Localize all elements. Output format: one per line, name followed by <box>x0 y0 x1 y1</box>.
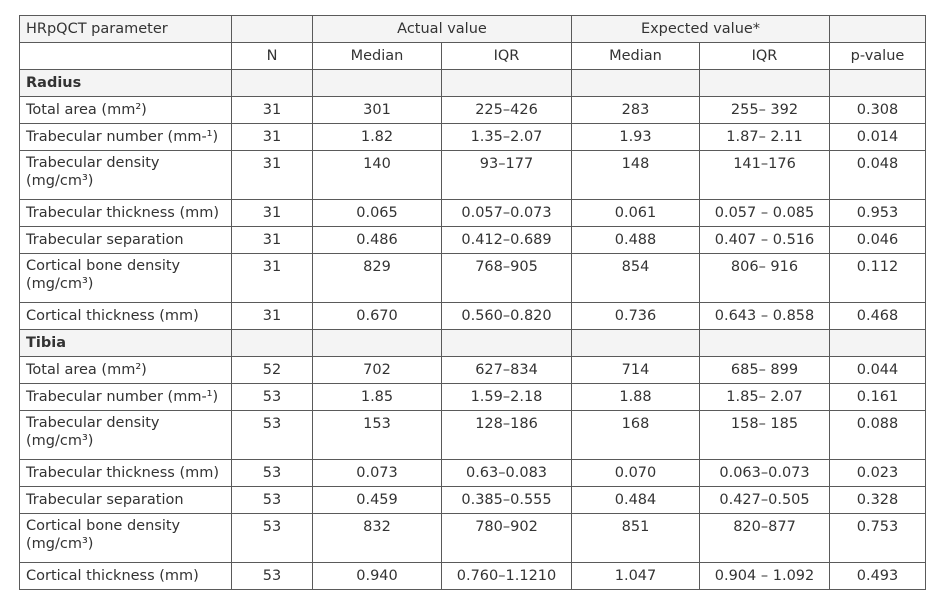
actual-iqr-cell: 93–177 <box>442 151 572 200</box>
n-cell: 52 <box>232 357 313 384</box>
expected-median-cell: 0.488 <box>572 227 700 254</box>
param-cell: Trabecular separation <box>20 227 232 254</box>
header-actual-median: Median <box>313 43 442 70</box>
expected-iqr-cell: 0.643 – 0.858 <box>700 303 830 330</box>
empty-cell <box>442 70 572 97</box>
header-empty <box>232 16 313 43</box>
empty-cell <box>830 70 926 97</box>
n-cell: 31 <box>232 200 313 227</box>
actual-iqr-cell: 0.63–0.083 <box>442 460 572 487</box>
expected-median-cell: 854 <box>572 254 700 303</box>
actual-median-cell: 1.85 <box>313 384 442 411</box>
header-empty <box>20 43 232 70</box>
expected-median-cell: 283 <box>572 97 700 124</box>
pvalue-cell: 0.014 <box>830 124 926 151</box>
param-cell: Total area (mm²) <box>20 97 232 124</box>
expected-median-cell: 1.047 <box>572 563 700 590</box>
empty-cell <box>442 330 572 357</box>
table-row <box>20 487 926 514</box>
actual-iqr-cell: 128–186 <box>442 411 572 460</box>
param-cell: Cortical thickness (mm) <box>20 563 232 590</box>
table-row <box>20 254 926 303</box>
header-row-1 <box>20 16 926 43</box>
actual-median-cell: 0.065 <box>313 200 442 227</box>
expected-iqr-cell: 0.427–0.505 <box>700 487 830 514</box>
empty-cell <box>700 70 830 97</box>
section-title: Tibia <box>20 330 232 357</box>
header-param: HRpQCT parameter <box>20 16 232 43</box>
n-cell: 53 <box>232 487 313 514</box>
table-row <box>20 303 926 330</box>
section-title: Radius <box>20 70 232 97</box>
actual-iqr-cell: 0.412–0.689 <box>442 227 572 254</box>
expected-iqr-cell: 0.904 – 1.092 <box>700 563 830 590</box>
pvalue-cell: 0.493 <box>830 563 926 590</box>
pvalue-cell: 0.953 <box>830 200 926 227</box>
header-actual: Actual value <box>313 16 572 43</box>
param-cell: Trabecular thickness (mm) <box>20 460 232 487</box>
pvalue-cell: 0.046 <box>830 227 926 254</box>
table-row <box>20 357 926 384</box>
table-row <box>20 514 926 563</box>
n-cell: 31 <box>232 124 313 151</box>
param-cell: Trabecular number (mm-¹) <box>20 124 232 151</box>
param-cell: Cortical bone density (mg/cm³) <box>20 514 232 563</box>
header-expected-median: Median <box>572 43 700 70</box>
hrpqct-table <box>19 15 926 590</box>
expected-median-cell: 0.061 <box>572 200 700 227</box>
empty-cell <box>232 70 313 97</box>
actual-iqr-cell: 0.385–0.555 <box>442 487 572 514</box>
actual-median-cell: 301 <box>313 97 442 124</box>
table-row <box>20 200 926 227</box>
actual-median-cell: 140 <box>313 151 442 200</box>
expected-iqr-cell: 820–877 <box>700 514 830 563</box>
actual-iqr-cell: 1.59–2.18 <box>442 384 572 411</box>
actual-iqr-cell: 1.35–2.07 <box>442 124 572 151</box>
actual-iqr-cell: 0.760–1.1210 <box>442 563 572 590</box>
actual-iqr-cell: 225–426 <box>442 97 572 124</box>
n-cell: 53 <box>232 460 313 487</box>
header-n: N <box>232 43 313 70</box>
param-cell: Total area (mm²) <box>20 357 232 384</box>
expected-iqr-cell: 0.057 – 0.085 <box>700 200 830 227</box>
param-cell: Cortical bone density (mg/cm³) <box>20 254 232 303</box>
empty-cell <box>700 330 830 357</box>
expected-median-cell: 148 <box>572 151 700 200</box>
n-cell: 53 <box>232 384 313 411</box>
empty-cell <box>313 330 442 357</box>
header-expected: Expected value* <box>572 16 830 43</box>
actual-median-cell: 829 <box>313 254 442 303</box>
param-cell: Trabecular density (mg/cm³) <box>20 151 232 200</box>
expected-iqr-cell: 141–176 <box>700 151 830 200</box>
param-cell: Trabecular number (mm-¹) <box>20 384 232 411</box>
expected-median-cell: 168 <box>572 411 700 460</box>
expected-median-cell: 0.736 <box>572 303 700 330</box>
expected-median-cell: 851 <box>572 514 700 563</box>
header-pvalue: p-value <box>830 43 926 70</box>
param-cell: Trabecular density (mg/cm³) <box>20 411 232 460</box>
param-cell: Cortical thickness (mm) <box>20 303 232 330</box>
actual-iqr-cell: 780–902 <box>442 514 572 563</box>
expected-iqr-cell: 685– 899 <box>700 357 830 384</box>
expected-iqr-cell: 1.85– 2.07 <box>700 384 830 411</box>
table-row <box>20 97 926 124</box>
expected-iqr-cell: 1.87– 2.11 <box>700 124 830 151</box>
empty-cell <box>572 330 700 357</box>
expected-median-cell: 1.93 <box>572 124 700 151</box>
header-actual-iqr: IQR <box>442 43 572 70</box>
param-cell: Trabecular thickness (mm) <box>20 200 232 227</box>
actual-median-cell: 702 <box>313 357 442 384</box>
n-cell: 31 <box>232 254 313 303</box>
empty-cell <box>830 330 926 357</box>
empty-cell <box>572 70 700 97</box>
expected-iqr-cell: 0.407 – 0.516 <box>700 227 830 254</box>
expected-iqr-cell: 806– 916 <box>700 254 830 303</box>
pvalue-cell: 0.023 <box>830 460 926 487</box>
expected-median-cell: 714 <box>572 357 700 384</box>
table-row <box>20 460 926 487</box>
table-row <box>20 124 926 151</box>
pvalue-cell: 0.308 <box>830 97 926 124</box>
expected-median-cell: 0.070 <box>572 460 700 487</box>
actual-median-cell: 832 <box>313 514 442 563</box>
actual-median-cell: 0.459 <box>313 487 442 514</box>
actual-median-cell: 0.486 <box>313 227 442 254</box>
header-row-2 <box>20 43 926 70</box>
pvalue-cell: 0.088 <box>830 411 926 460</box>
table-row <box>20 384 926 411</box>
actual-median-cell: 0.940 <box>313 563 442 590</box>
header-expected-iqr: IQR <box>700 43 830 70</box>
n-cell: 31 <box>232 97 313 124</box>
n-cell: 31 <box>232 303 313 330</box>
actual-iqr-cell: 627–834 <box>442 357 572 384</box>
pvalue-cell: 0.468 <box>830 303 926 330</box>
header-empty <box>830 16 926 43</box>
table-row <box>20 563 926 590</box>
n-cell: 53 <box>232 411 313 460</box>
section-row <box>20 330 926 357</box>
expected-median-cell: 1.88 <box>572 384 700 411</box>
actual-median-cell: 1.82 <box>313 124 442 151</box>
table-row <box>20 151 926 200</box>
n-cell: 31 <box>232 227 313 254</box>
n-cell: 31 <box>232 151 313 200</box>
param-cell: Trabecular separation <box>20 487 232 514</box>
actual-median-cell: 0.073 <box>313 460 442 487</box>
actual-median-cell: 153 <box>313 411 442 460</box>
expected-median-cell: 0.484 <box>572 487 700 514</box>
actual-median-cell: 0.670 <box>313 303 442 330</box>
pvalue-cell: 0.753 <box>830 514 926 563</box>
actual-iqr-cell: 768–905 <box>442 254 572 303</box>
pvalue-cell: 0.161 <box>830 384 926 411</box>
pvalue-cell: 0.112 <box>830 254 926 303</box>
n-cell: 53 <box>232 563 313 590</box>
empty-cell <box>313 70 442 97</box>
pvalue-cell: 0.044 <box>830 357 926 384</box>
section-row <box>20 70 926 97</box>
expected-iqr-cell: 255– 392 <box>700 97 830 124</box>
pvalue-cell: 0.328 <box>830 487 926 514</box>
pvalue-cell: 0.048 <box>830 151 926 200</box>
n-cell: 53 <box>232 514 313 563</box>
actual-iqr-cell: 0.057–0.073 <box>442 200 572 227</box>
actual-iqr-cell: 0.560–0.820 <box>442 303 572 330</box>
expected-iqr-cell: 158– 185 <box>700 411 830 460</box>
empty-cell <box>232 330 313 357</box>
expected-iqr-cell: 0.063–0.073 <box>700 460 830 487</box>
table-row <box>20 411 926 460</box>
table-row <box>20 227 926 254</box>
